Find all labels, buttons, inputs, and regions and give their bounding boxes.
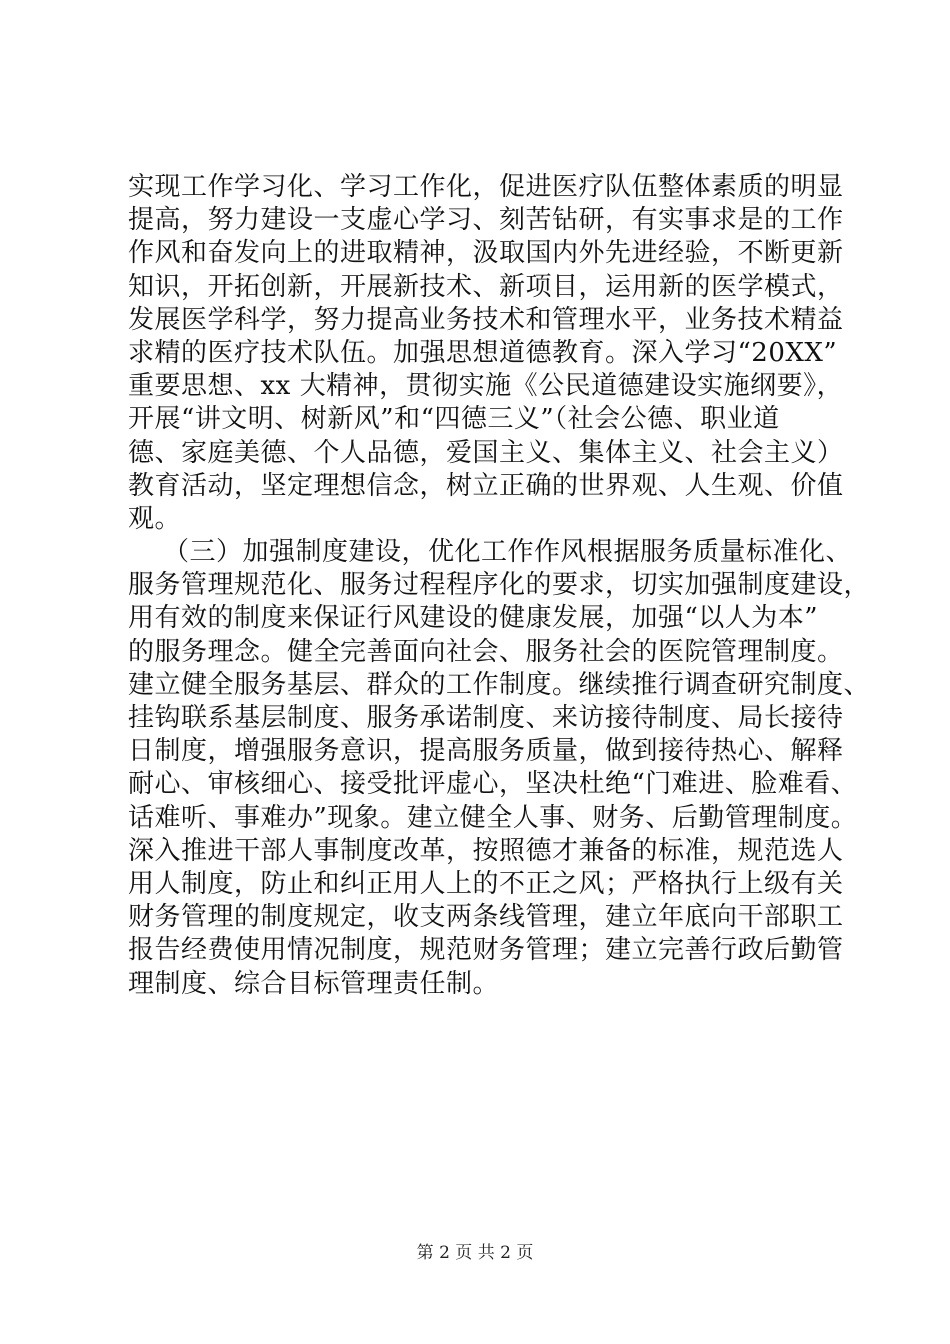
text-line: 报告经费使用情况制度，规范财务管理；建立完善行政后勤管: [128, 935, 844, 966]
text-line: 发展医学科学，努力提高业务技术和管理水平，业务技术精益: [128, 304, 844, 335]
text-line: 实现工作学习化、学习工作化，促进医疗队伍整体素质的明显: [128, 172, 844, 202]
text-line: 理制度、综合目标管理责任制。: [128, 968, 500, 999]
text-line: 深入推进干部人事制度改革，按照德才兼备的标准，规范选人: [128, 835, 844, 866]
text-line: 提高，努力建设一支虚心学习、刻苦钻研，有实事求是的工作: [128, 205, 844, 236]
text-line: 耐心、审核细心、接受批评虚心，坚决杜绝“门难进、脸难看、: [128, 769, 858, 800]
text-line: 知识，开拓创新，开展新技术、新项目，运用新的医学模式，: [128, 271, 844, 302]
text-line: 作风和奋发向上的进取精神，汲取国内外先进经验，不断更新: [128, 238, 844, 269]
text-line: （三）加强制度建设，优化工作作风根据服务质量标准化、: [128, 537, 853, 568]
text-line: 挂钩联系基层制度、服务承诺制度、来访接待制度、局长接待: [128, 703, 844, 733]
text-line: 求精的医疗技术队伍。加强思想道德教育。深入学习“20XX”: [128, 337, 838, 368]
page-footer: 第 2 页 共 2 页: [416, 1243, 534, 1263]
text-line: 观。: [128, 503, 182, 534]
text-line: 德、家庭美德、个人品德，爱国主义、集体主义、社会主义）: [128, 437, 844, 468]
text-line: 话难听、事难办”现象。建立健全人事、财务、后勤管理制度。: [128, 802, 858, 833]
text-line: 服务管理规范化、服务过程程序化的要求，切实加强制度建设，: [128, 570, 871, 601]
text-line: 开展“讲文明、树新风”和“四德三义”（社会公德、职业道: [128, 404, 780, 435]
text-line: 用人制度，防止和纠正用人上的不正之风；严格执行上级有关: [128, 868, 844, 899]
text-line: 日制度，增强服务意识，提高服务质量，做到接待热心、解释: [128, 736, 844, 767]
body-text: [128, 171, 871, 1001]
text-line: 教育活动，坚定理想信念，树立正确的世界观、人生观、价值: [128, 470, 844, 501]
text-line: 重要思想、xx 大精神，贯彻实施《公民道德建设实施纲要》，: [128, 371, 844, 402]
text-line: 财务管理的制度规定，收支两条线管理，建立年底向干部职工: [128, 902, 844, 933]
text-line: 的服务理念。健全完善面向社会、服务社会的医院管理制度。: [128, 636, 844, 667]
text-line: 建立健全服务基层、群众的工作制度。继续推行调查研究制度、: [128, 669, 871, 700]
text-line: 用有效的制度来保证行风建设的健康发展，加强“以人为本”: [128, 603, 819, 634]
